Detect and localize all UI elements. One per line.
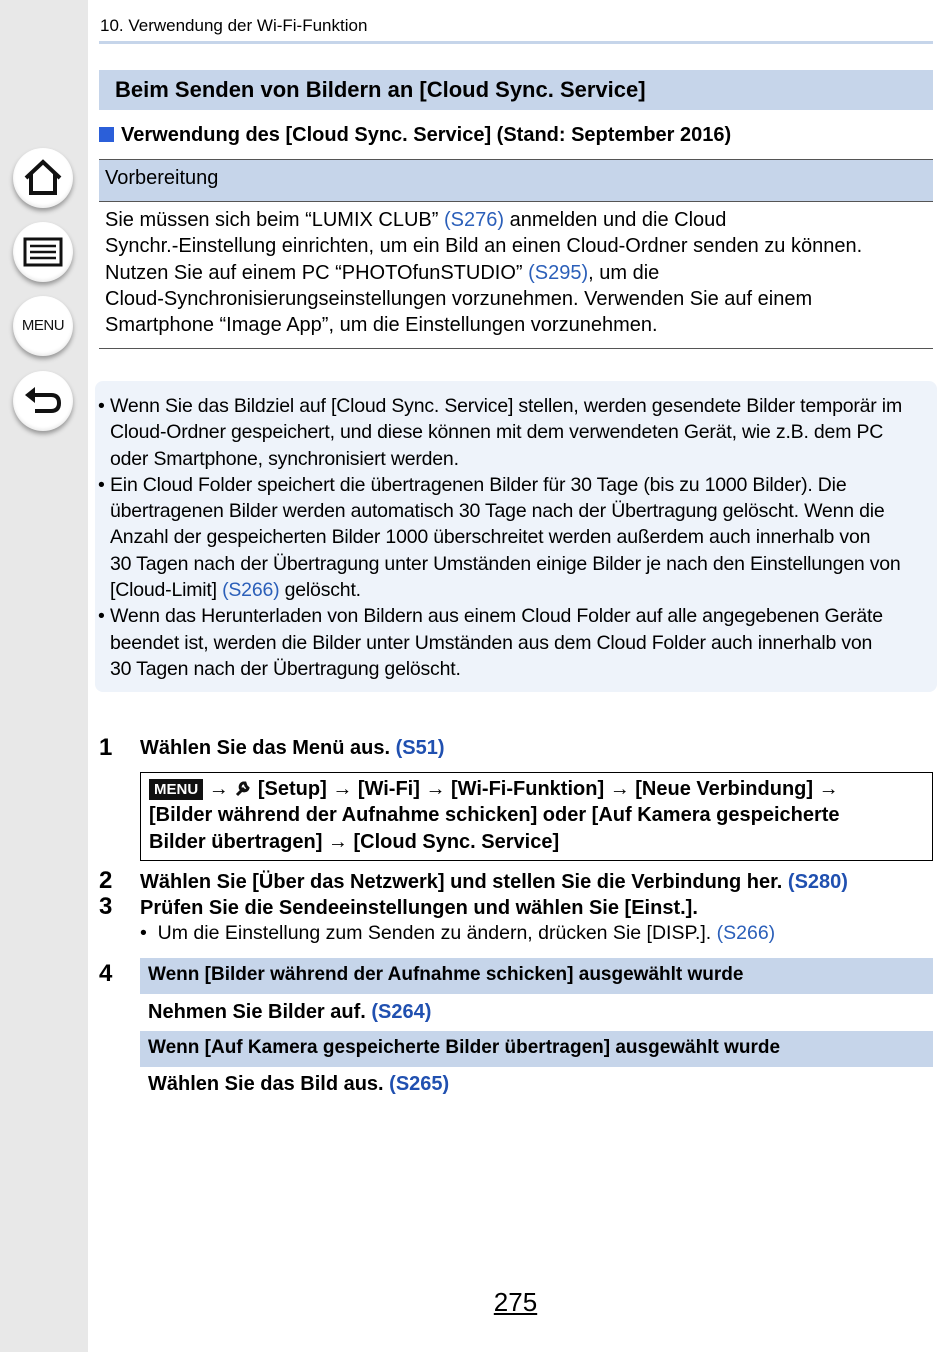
text: beendet ist, werden die Bilder unter Umständen aus dem Cloud Folder auch innerhalb von: [110, 631, 873, 654]
wrench-icon: [234, 779, 252, 797]
back-arrow-icon: [13, 371, 73, 431]
condition-action: [148, 1001, 431, 1024]
section-title-bar: [99, 70, 933, 110]
arrow: →: [208, 778, 229, 800]
bullet: •: [98, 605, 105, 628]
link-s276[interactable]: (S276): [443, 209, 505, 231]
link-s264[interactable]: (S264): [371, 1001, 432, 1023]
text: Smartphone “Image App”, um die Einstellungen vorzunehmen.: [105, 314, 658, 337]
step-1-text: [140, 737, 445, 760]
text: Cloud-Synchronisierungseinstellungen vorzunehmen. Verwenden Sie auf einem: [105, 287, 813, 310]
text: [Cloud-Limit]: [110, 579, 223, 602]
text: [Wi-Fi]: [357, 778, 420, 800]
text: [Setup]: [257, 778, 327, 800]
step-2-text: [140, 871, 848, 894]
menu-tag: MENU: [149, 779, 203, 800]
link-s266[interactable]: (S266): [222, 579, 280, 602]
step-number: 2: [99, 867, 113, 894]
text: Wählen Sie das Bild aus.: [148, 1073, 390, 1095]
bullet: •: [98, 473, 105, 496]
arrow: →: [609, 778, 630, 800]
condition-bar: [140, 958, 933, 994]
text: [Neue Verbindung]: [635, 778, 814, 800]
bullet: •: [140, 922, 147, 944]
step-3-text: Prüfen Sie die Sendeeinstellungen und wählen Sie [Einst.].: [140, 897, 698, 919]
note-item: [98, 472, 932, 603]
link-s51[interactable]: (S51): [395, 737, 445, 759]
arrow: →: [818, 778, 839, 800]
link-s265[interactable]: (S265): [389, 1073, 450, 1095]
menu-path-box: [140, 772, 933, 861]
condition-label: Wenn [Auf Kamera gespeicherte Bilder übertragen] ausgewählt wurde: [148, 1037, 781, 1058]
text: Wählen Sie [Über das Netzwerk] und stellen Sie die Verbindung her.: [140, 871, 788, 893]
condition-action: [148, 1073, 449, 1096]
arrow: →: [327, 830, 348, 853]
chapter-header: 10. Verwendung der Wi-Fi-Funktion: [100, 16, 368, 35]
link-s295[interactable]: (S295): [528, 261, 589, 284]
text: Synchr.-Einstellung einrichten, um ein Bild an einen Cloud-Ordner senden zu können.: [105, 235, 863, 258]
list-icon: [13, 222, 73, 282]
text: Ein Cloud Folder speichert die übertragenen Bilder für 30 Tage (bis zu 1000 Bilder). Die: [110, 473, 847, 496]
menu-path: [149, 776, 924, 855]
subheading-text: Verwendung des [Cloud Sync. Service] (Stand: September 2016): [121, 124, 732, 146]
text: Anzahl der gespeicherten Bilder 1000 überschreitet werden außerdem auch innerhalb von: [110, 526, 871, 549]
text: gelöscht.: [279, 579, 361, 602]
text: übertragenen Bilder werden automatisch 30 Tage nach der Übertragung gelöscht. Wenn die: [110, 500, 885, 523]
link-s280[interactable]: (S280): [787, 871, 848, 893]
text: , um die: [588, 261, 660, 284]
preparation-label: Vorbereitung: [105, 167, 219, 189]
text: Sie müssen sich beim “LUMIX CLUB”: [105, 209, 444, 231]
home-button[interactable]: [13, 148, 73, 208]
menu-button[interactable]: [13, 296, 73, 356]
notes-list: [98, 393, 932, 682]
condition-label: Wenn [Bilder während der Aufnahme schicken] ausgewählt wurde: [148, 964, 744, 985]
preparation-bar: [99, 159, 933, 202]
arrow: →: [332, 778, 353, 800]
text: Cloud-Ordner gespeichert, und diese können mit dem verwendeten Gerät, wie z.B. dem PC: [110, 421, 884, 444]
note-item: [98, 603, 932, 682]
step-number: 3: [99, 893, 113, 920]
square-bullet-icon: [99, 127, 114, 142]
text: anmelden und die Cloud: [504, 209, 727, 231]
preparation-divider: [99, 348, 933, 349]
note-item: [98, 393, 932, 472]
text: [Cloud Sync. Service]: [353, 830, 560, 853]
preparation-text: [105, 207, 925, 338]
home-icon: [13, 148, 73, 208]
text: [Wi-Fi-Funktion]: [451, 778, 605, 800]
sidebar: [0, 0, 88, 1352]
text: [Bilder während der Aufnahme schicken] oder [Auf Kamera gespeicherte: [149, 804, 840, 827]
subheading: [99, 124, 731, 147]
text: Wenn Sie das Bildziel auf [Cloud Sync. Service] stellen, werden gesendete Bilder temporär im: [110, 395, 902, 417]
menu-label: MENU: [21, 317, 65, 334]
text: Um die Einstellung zum Senden zu ändern, drücken Sie [DISP.].: [157, 922, 717, 944]
section-title: Beim Senden von Bildern an [Cloud Sync. Service]: [115, 77, 646, 102]
link-s266[interactable]: (S266): [716, 922, 776, 944]
step-number: 1: [99, 734, 113, 761]
text: 30 Tagen nach der Übertragung gelöscht.: [110, 657, 461, 680]
header-divider: [99, 41, 933, 44]
page-number: 275: [493, 1287, 538, 1317]
text: Nehmen Sie Bilder auf.: [148, 1001, 372, 1023]
arrow: →: [425, 778, 446, 800]
text: Wenn das Herunterladen von Bildern aus einem Cloud Folder auf alle angegebenen Geräte: [110, 605, 883, 628]
back-button[interactable]: [13, 371, 73, 431]
text: Wählen Sie das Menü aus.: [140, 737, 396, 759]
text: Bilder übertragen]: [149, 830, 323, 853]
bullet: •: [98, 395, 105, 417]
step-number: 4: [99, 960, 113, 987]
contents-button[interactable]: [13, 222, 73, 282]
step-3-subnote: [140, 922, 775, 945]
text: 30 Tagen nach der Übertragung unter Umständen einige Bilder je nach den Einstellungen von: [110, 552, 901, 575]
text: oder Smartphone, synchronisiert werden.: [110, 447, 459, 470]
text: Nutzen Sie auf einem PC “PHOTOfunSTUDIO”: [105, 261, 529, 284]
condition-bar: [140, 1031, 933, 1067]
